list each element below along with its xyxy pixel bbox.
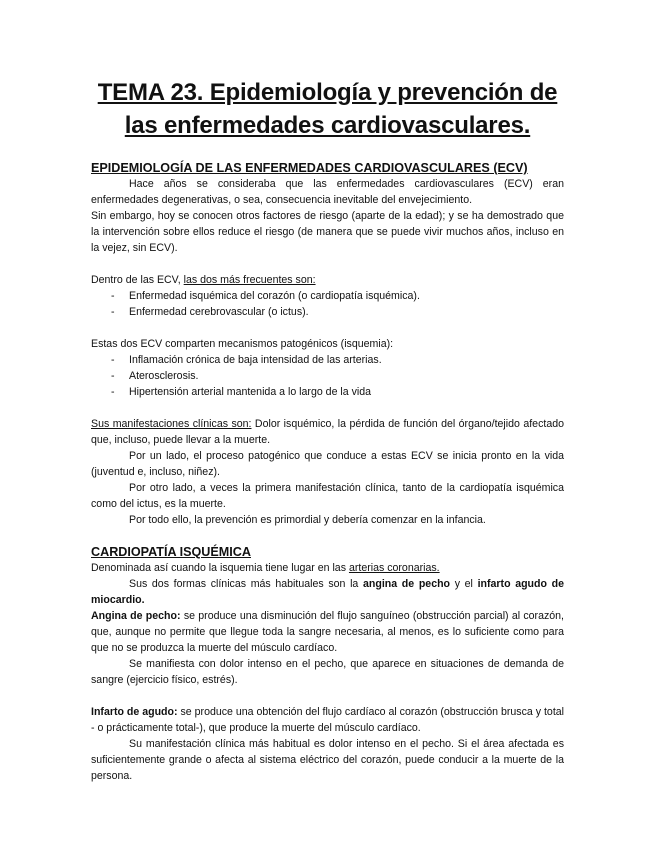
- paragraph: Por todo ello, la prevención es primordial y debería comenzar en la infancia.: [129, 514, 486, 526]
- infarto-paragraph: Infarto de agudo: se produce una obtención del flujo cardíaco al corazón (obstrucción brusca y total - o prácticamente total-), que produce la muerte del músculo cardíaco.: [91, 706, 565, 734]
- paragraph: Por otro lado, a veces la primera manifestación clínica, tanto de la cardiopatía isquémica como del ictus, es la muerte.: [91, 482, 564, 510]
- page-title: TEMA 23. Epidemiología y prevención de las enfermedades cardiovasculares.: [97, 79, 558, 139]
- paragraph: Su manifestación clínica más habitual es dolor intenso en el pecho. Si el área afectada es suficientemente grande o afecta al sistema eléctrico del corazón, puede conducir a la muerte de la persona.: [91, 738, 564, 782]
- forms-paragraph: Sus dos formas clínicas más habituales son la angina de pecho y el infarto agudo de miocardio.: [91, 578, 565, 606]
- mechanisms-intro: Estas dos ECV comparten mecanismos patogénicos (isquemia):: [91, 338, 394, 350]
- section-heading-epidemiologia: EPIDEMIOLOGÍA DE LAS ENFERMEDADES CARDIOVASCULARES (ECV): [91, 161, 528, 175]
- frequent-list: [91, 288, 564, 320]
- frequent-intro: Dentro de las ECV, las dos más frecuentes son:: [91, 274, 316, 286]
- section-heading-cardiopatia: CARDIOPATÍA ISQUÉMICA: [91, 545, 251, 559]
- list-item: - Aterosclerosis.: [91, 368, 564, 384]
- document-page: [91, 76, 564, 784]
- manifestations-paragraph: Sus manifestaciones clínicas son: Dolor isquémico, la pérdida de función del órgano/tejido afectado que, incluso, puede llevar a la muerte.: [91, 418, 564, 446]
- paragraph: Hace años se consideraba que las enfermedades cardiovasculares (ECV) eran enfermedades degenerativas, o sea, consecuencia inevitable del envejecimiento.: [91, 178, 564, 206]
- angina-paragraph: Angina de pecho: se produce una disminución del flujo sanguíneo (obstrucción parcial) al corazón, que, aunque no permite que llegue toda la sangre necesaria, al menos, es lo suficiente como para que no se produzca la muerte del músculo cardíaco.: [91, 610, 564, 654]
- paragraph: Se manifiesta con dolor intenso en el pecho, que aparece en situaciones de demanda de sangre (ejercicio físico, estrés).: [91, 658, 564, 686]
- definition-paragraph: Denominada así cuando la isquemia tiene lugar en las arterias coronarias.: [91, 562, 440, 574]
- mechanisms-list: [91, 352, 564, 400]
- list-item: - Enfermedad isquémica del corazón (o cardiopatía isquémica).: [91, 288, 564, 304]
- paragraph: Por un lado, el proceso patogénico que conduce a estas ECV se inicia pronto en la vida (juventud e, incluso, niñez).: [91, 450, 564, 478]
- paragraph: Sin embargo, hoy se conocen otros factores de riesgo (aparte de la edad); y se ha demostrado que la intervención sobre ellos reduce el riesgo (de manera que se puede vivir muchos años, incluso en la vejez, sin ECV).: [91, 210, 564, 254]
- list-item: - Hipertensión arterial mantenida a lo largo de la vida: [91, 384, 564, 400]
- list-item: - Inflamación crónica de baja intensidad de las arterias.: [91, 352, 564, 368]
- list-item: - Enfermedad cerebrovascular (o ictus).: [91, 304, 564, 320]
